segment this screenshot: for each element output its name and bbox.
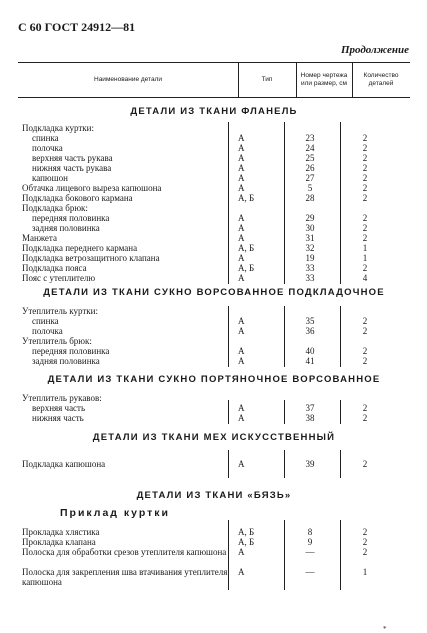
table-row [0,163,427,173]
row-number: 8 [307,527,313,537]
row-number: 9 [307,537,313,547]
table-row [0,413,427,423]
row-quantity: 2 [362,403,368,413]
table-row [0,306,427,316]
row-number: 35 [305,316,315,326]
row-quantity: 1 [362,567,368,577]
row-number: 23 [305,133,315,143]
row-type: А [238,183,245,193]
row-quantity: 2 [362,133,368,143]
row-name: верхняя часть [32,403,86,413]
table-header [18,62,410,98]
row-type: А [238,223,245,233]
row-name: Обтачка лицевого выреза капюшона [22,183,162,193]
section-title-flannel: ДЕТАЛИ ИЗ ТКАНИ ФЛАНЕЛЬ [130,106,298,117]
table-row [0,346,427,356]
row-name: Утеплитель рукавов: [22,393,102,403]
row-name: Подкладка ветрозащитного клапана [22,253,160,263]
table-row [0,537,427,547]
row-name: верхняя часть рукава [32,153,113,163]
row-name: Полоска для обработки срезов утеплителя капюшона [22,547,227,557]
row-quantity: 2 [362,153,368,163]
row-quantity: 2 [362,163,368,173]
row-name: нижняя часть рукава [32,163,112,173]
row-type: А, Б [238,263,255,273]
row-number: 33 [305,263,315,273]
column-header-name: Наименование детали [94,76,162,83]
table-row [0,183,427,193]
table-row [0,143,427,153]
row-quantity: 4 [362,273,368,283]
row-name: спинка [32,133,59,143]
row-number: 31 [305,233,315,243]
row-type: А [238,273,245,283]
footer-mark: * [383,625,387,633]
row-type: А, Б [238,527,255,537]
table-row [0,223,427,233]
column-header-quantity: Количество деталей [363,72,399,87]
row-name: спинка [32,316,59,326]
table-row [0,193,427,203]
row-number: 29 [305,213,315,223]
row-quantity: 1 [362,243,368,253]
row-number: 36 [305,326,315,336]
row-quantity: 2 [362,326,368,336]
row-name: Манжета [22,233,57,243]
row-name: Подкладка капюшона [22,459,106,469]
table-row [0,173,427,183]
row-type: А [238,547,245,557]
continuation-label: Продолжение [340,44,409,56]
table-row [0,253,427,263]
table-row [0,263,427,273]
row-number: 27 [305,173,315,183]
table-row [0,326,427,336]
row-number: 24 [305,143,315,153]
subsection-title: Приклад куртки [60,507,170,519]
row-type: А [238,567,245,577]
row-type: А [238,413,245,423]
row-type: А, Б [238,193,255,203]
row-name: нижняя часть [32,413,84,423]
table-row [0,213,427,223]
row-type: А [238,403,245,413]
table-row [0,123,427,133]
row-quantity: 1 [362,253,368,263]
row-name: задняя половинка [32,356,100,366]
row-quantity: 2 [362,173,368,183]
table-row [0,403,427,413]
row-quantity: 2 [362,346,368,356]
section-title-cloth-puttee: ДЕТАЛИ ИЗ ТКАНИ СУКНО ПОРТЯНОЧНОЕ ВОРСОВАННОЕ [47,374,381,385]
row-quantity: 2 [362,143,368,153]
table-row [0,243,427,253]
row-name: Прокладка хлястика [22,527,100,537]
row-type: А [238,163,245,173]
row-quantity: 2 [362,413,368,423]
row-quantity: 2 [362,233,368,243]
table-row [0,459,427,469]
table-row [0,393,427,403]
row-name: Полоска для закрепления шва втачивания утеплителя капюшона [22,567,228,587]
column-header-number: Номер чертежа или размер, см [300,72,348,87]
row-name: полочка [32,143,63,153]
row-name: Подкладка куртки: [22,123,94,133]
row-name: полочка [32,326,63,336]
section-title-cloth-lining: ДЕТАЛИ ИЗ ТКАНИ СУКНО ВОРСОВАННОЕ ПОДКЛАДОЧНОЕ [43,287,385,298]
row-name: капюшон [32,173,68,183]
row-number: 32 [305,243,315,253]
row-quantity: 2 [362,316,368,326]
section-title-fur: ДЕТАЛИ ИЗ ТКАНИ МЕХ ИСКУССТВЕННЫЙ [92,432,336,443]
row-quantity: 2 [362,459,368,469]
row-name: передняя половинка [32,213,110,223]
row-quantity: 2 [362,193,368,203]
row-type: А [238,253,245,263]
row-quantity: 2 [362,547,368,557]
row-name: передняя половинка [32,346,110,356]
row-type: А [238,173,245,183]
row-type: А [238,356,245,366]
row-type: А [238,213,245,223]
table-row [0,527,427,537]
row-quantity: 2 [362,183,368,193]
row-number: 30 [305,223,315,233]
row-name: Прокладка клапана [22,537,96,547]
row-number: 39 [305,459,315,469]
table-row [0,233,427,243]
row-number: 26 [305,163,315,173]
column-header-type: Тип [261,76,273,83]
table-row [0,273,427,283]
row-name: Утеплитель куртки: [22,306,98,316]
row-name: Подкладка переднего кармана [22,243,138,253]
row-quantity: 2 [362,356,368,366]
row-type: А, Б [238,243,255,253]
row-name: Подкладка бокового кармана [22,193,133,203]
row-type: А [238,233,245,243]
row-number: — [305,567,315,577]
table-row [0,153,427,163]
row-type: А [238,346,245,356]
table-row [0,316,427,326]
row-number: 41 [305,356,315,366]
row-type: А [238,153,245,163]
row-type: А, Б [238,537,255,547]
row-number: 5 [307,183,313,193]
row-number: 37 [305,403,315,413]
section-title-calico: ДЕТАЛИ ИЗ ТКАНИ «БЯЗЬ» [136,490,292,501]
row-quantity: 2 [362,223,368,233]
row-number: 38 [305,413,315,423]
row-type: А [238,326,245,336]
row-name: Подкладка брюк: [22,203,88,213]
row-name: Подкладка пояса [22,263,87,273]
table-row [0,356,427,366]
row-number: 40 [305,346,315,356]
row-number: 33 [305,273,315,283]
table-row [0,336,427,346]
row-name: Утеплитель брюк: [22,336,92,346]
row-quantity: 2 [362,527,368,537]
row-name: задняя половинка [32,223,100,233]
row-number: 25 [305,153,315,163]
row-number: 19 [305,253,315,263]
row-quantity: 2 [362,537,368,547]
row-number: — [305,547,315,557]
row-type: А [238,459,245,469]
row-quantity: 2 [362,263,368,273]
row-type: А [238,133,245,143]
row-number: 28 [305,193,315,203]
table-row [0,133,427,143]
row-type: А [238,143,245,153]
table-row [0,203,427,213]
page-header: С 60 ГОСТ 24912—81 [18,20,136,34]
row-type: А [238,316,245,326]
row-name: Пояс с утеплителю [22,273,96,283]
row-quantity: 2 [362,213,368,223]
